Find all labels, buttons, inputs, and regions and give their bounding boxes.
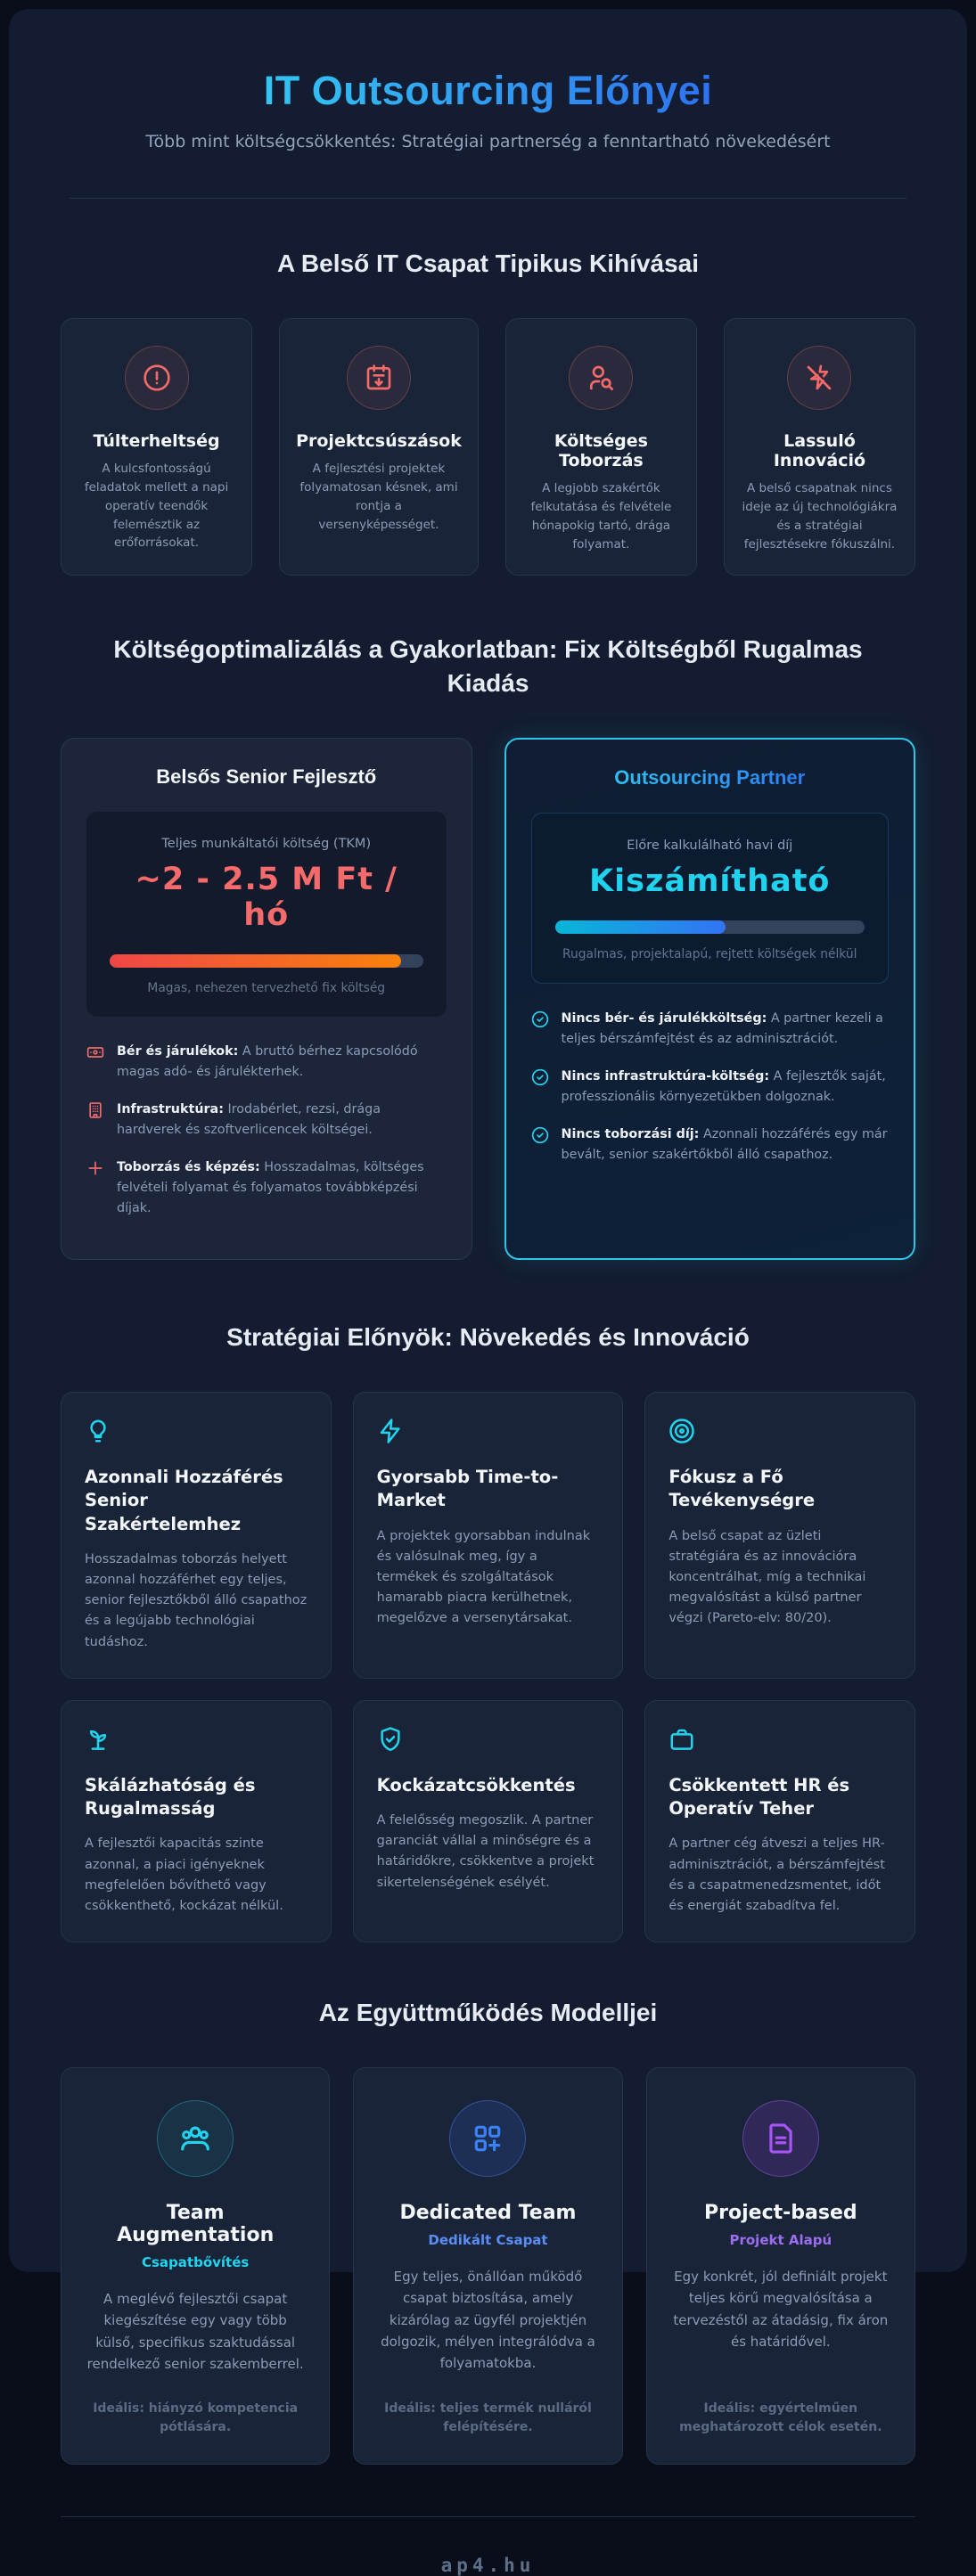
list-item: [86, 1157, 447, 1218]
model-ideal-note: Ideális: teljes termék nulláról felépítésére.: [384, 2401, 592, 2435]
section-benefits: [61, 1321, 915, 1942]
model-subtitle: Csapatbővítés: [142, 2253, 250, 2270]
model-title: Project-based: [704, 2201, 857, 2224]
benefit-title: Skálázhatóság és Rugalmasság: [85, 1774, 256, 1820]
page-title: IT Outsourcing Előnyei: [61, 68, 915, 114]
challenge-title: Költséges Toborzás: [554, 430, 648, 470]
model-title: Dedicated Team: [399, 2201, 577, 2224]
benefit-title: Csökkentett HR és Operatív Teher: [668, 1774, 850, 1820]
model-card-project-based: [646, 2067, 915, 2465]
challenge-title: Lassuló Innováció: [773, 430, 866, 470]
check-circle-icon: [531, 1010, 549, 1032]
benefit-text: A belső csapat az üzleti stratégiára és az innovációra koncentrálhat, míg a technikai megvalósítást a külső partner végzi (Pareto-elv: 80/20).: [668, 1528, 866, 1626]
check-circle-icon: [531, 1068, 549, 1090]
models-heading: Az Együttműködés Modelljei: [318, 1999, 658, 2027]
model-grid: [61, 2067, 915, 2465]
internal-cost-bar: [110, 954, 423, 968]
cost-item-text: Toborzás és képzés: Hosszadalmas, költséges felvételi folyamat és folyamatos továbbképzési díjak.: [117, 1160, 424, 1215]
partner-cost-bar-fill: [555, 920, 726, 934]
challenge-card-overload: [61, 318, 252, 577]
outsourcing-cost-card: [504, 738, 916, 1260]
benefit-card-expertise: [61, 1392, 332, 1679]
header: [61, 52, 915, 151]
footer: [61, 2516, 915, 2576]
model-text: A meglévő fejlesztői csapat kiegészítése egy vagy több külső, specifikus szaktudással rendelkező senior szakemberrel.: [86, 2290, 304, 2372]
challenge-text: A kulcsfontosságú feladatok mellett a napi operatív teendők felemésztik az erőforrásokat.: [84, 461, 229, 551]
challenge-card-delays: [279, 318, 479, 577]
list-item: [86, 1042, 447, 1082]
benefit-card-focus: [644, 1392, 915, 1679]
benefit-title: Gyorsabb Time-to-Market: [376, 1466, 559, 1511]
internal-stat-box: [86, 812, 447, 1017]
partner-stat-box: [531, 813, 890, 984]
challenge-card-recruiting: [505, 318, 697, 577]
zap-icon: [377, 1418, 600, 1448]
model-title: Team Augmentation: [117, 2201, 275, 2246]
model-card-dedicated-team: [353, 2067, 622, 2465]
challenge-card-innovation: [724, 318, 915, 577]
section-cost: [61, 633, 915, 1260]
benefit-text: A fejlesztői kapacitás szinte azonnal, a piaci igényeknek megfelelően bővíthető vagy csökkenthető, kockázat nélkül.: [85, 1836, 283, 1913]
internal-cost-list: [86, 1042, 447, 1218]
benefit-text: A felelősség megoszlik. A partner garanciát vállal a minőségre és a határidőkre, csökkentve a projekt sikertelenségének esélyét.: [376, 1813, 595, 1890]
internal-stat-label: Teljes munkáltatói költség (TKM): [161, 837, 372, 852]
list-item: [531, 1067, 890, 1107]
sprout-icon: [85, 1726, 308, 1756]
benefit-card-time-to-market: [353, 1392, 624, 1679]
challenges-heading: A Belső IT Csapat Tipikus Kihívásai: [276, 249, 700, 277]
file-text-icon: [742, 2100, 819, 2177]
partner-cost-bar: [555, 920, 865, 934]
benefit-title: Fókusz a Fő Tevékenységre: [668, 1466, 816, 1511]
partner-stat-caption: Rugalmas, projektalapú, rejtett költségek nélkül: [562, 947, 857, 962]
model-ideal-note: Ideális: hiányzó kompetencia pótlására.: [93, 2401, 299, 2435]
cost-item-text: Bér és járulékok: A bruttó bérhez kapcsolódó magas adó- és járulékterhek.: [117, 1044, 418, 1079]
model-card-team-augmentation: [61, 2067, 330, 2465]
benefit-text: A projektek gyorsabban indulnak és valósulnak meg, így a termékek és szolgáltatások hamarabb piacra kerülhetnek, megelőzve a versenytársakat.: [376, 1528, 591, 1626]
challenge-text: A fejlesztési projektek folyamatosan késnek, ami rontja a versenyképességet.: [299, 461, 458, 532]
calendar-delay-icon: [347, 346, 411, 410]
model-text: Egy teljes, önállóan működő csapat biztosítása, amely kizárólag az ügyfél projektjén dolgozik, mélyen integrálódva a folyamatokba.: [381, 2268, 595, 2372]
cost-grid: [61, 738, 915, 1260]
lightbulb-icon: [85, 1418, 308, 1448]
cost-item-text: Nincs toborzási díj: Azonnali hozzáférés egy már bevált, senior szakértőkből álló csapathoz.: [561, 1127, 888, 1162]
benefit-title: Azonnali Hozzáférés Senior Szakértelemhez: [85, 1466, 283, 1534]
challenge-grid: [61, 318, 915, 577]
partner-cost-list: [531, 1009, 890, 1165]
list-item: [86, 1100, 447, 1140]
section-models: [61, 1996, 915, 2465]
page-subtitle: Több mint költségcsökkentés: Stratégiai partnerség a fenntartható növekedésért: [145, 132, 831, 151]
list-item: [531, 1124, 890, 1165]
partner-stat-value: Kiszámítható: [589, 863, 831, 900]
partner-card-title: Outsourcing Partner: [531, 766, 890, 789]
model-subtitle: Projekt Alapú: [729, 2231, 832, 2248]
benefits-heading: Stratégiai Előnyök: Növekedés és Innováció: [226, 1323, 750, 1352]
cost-heading: Költségoptimalizálás a Gyakorlatban: Fix Költségből Rugalmas Kiadás: [113, 635, 863, 698]
partner-stat-label: Előre kalkulálható havi díj: [627, 838, 793, 854]
cost-item-text: Infrastruktúra: Irodabérlet, rezsi, drága hardverek és szoftverlicencek költségei.: [117, 1102, 381, 1137]
model-text: Egy konkrét, jól definiált projekt teljes körű megvalósítása a tervezéstől az átadásig, fix áron és határidővel.: [673, 2268, 889, 2350]
internal-stat-caption: Magas, nehezen tervezhető fix költség: [147, 981, 386, 996]
internal-stat-value: ~2 - 2.5 M Ft / hó: [135, 862, 398, 934]
cost-item-text: Nincs bér- és járulékköltség: A partner kezeli a teljes bérszámfejtést és az adminisztrációt.: [561, 1011, 883, 1046]
model-subtitle: Dedikált Csapat: [428, 2231, 548, 2248]
footer-brand: ap4.hu: [440, 2555, 536, 2576]
check-circle-icon: [531, 1126, 549, 1148]
grid-plus-icon: [449, 2100, 526, 2177]
target-icon: [668, 1418, 891, 1448]
section-challenges: [61, 247, 915, 576]
users-icon: [157, 2100, 234, 2177]
briefcase-icon: [668, 1726, 891, 1756]
plus-icon: [86, 1159, 104, 1181]
benefit-text: Hosszadalmas toborzás helyett azonnal hozzáférhet egy teljes, senior fejlesztőkből álló csapathoz és a legújabb technológiai tudáshoz.: [85, 1551, 308, 1649]
benefit-title: Kockázatcsökkentés: [376, 1774, 576, 1795]
benefit-text: A partner cég átveszi a teljes HR-adminisztrációt, a bérszámfejtést és a csapatmenedzsmentet, időt és energiát szabadítva fel.: [668, 1836, 885, 1913]
benefit-card-scalability: [61, 1700, 332, 1942]
infographic-container: [9, 9, 967, 2576]
benefit-card-hr-load: [644, 1700, 915, 1942]
user-search-icon: [569, 346, 633, 410]
benefit-card-risk: [353, 1700, 624, 1942]
challenge-title: Túlterheltség: [93, 430, 220, 451]
cost-item-text: Nincs infrastruktúra-költség: A fejlesztők saját, professzionális környezetükben dolgoznak.: [561, 1069, 886, 1104]
internal-cost-bar-fill: [110, 954, 401, 968]
challenge-text: A legjobb szakértők felkutatása és felvétele hónapokig tartó, drága folyamat.: [530, 480, 672, 552]
alert-circle-icon: [125, 346, 189, 410]
shield-check-icon: [377, 1726, 600, 1756]
list-item: [531, 1009, 890, 1049]
challenge-title: Projektcsúszások: [296, 430, 462, 451]
internal-card-title: Belsős Senior Fejlesztő: [156, 765, 377, 789]
banknote-icon: [86, 1043, 104, 1065]
internal-cost-card: [61, 738, 472, 1260]
building-icon: [86, 1101, 104, 1123]
challenge-text: A belső csapatnak nincs ideje az új technológiákra és a stratégiai fejlesztésekre fókuszálni.: [742, 480, 898, 552]
model-ideal-note: Ideális: egyértelműen meghatározott célok esetén.: [679, 2401, 882, 2435]
header-divider: [70, 198, 906, 199]
benefit-grid: [61, 1392, 915, 1942]
zap-off-icon: [787, 346, 851, 410]
